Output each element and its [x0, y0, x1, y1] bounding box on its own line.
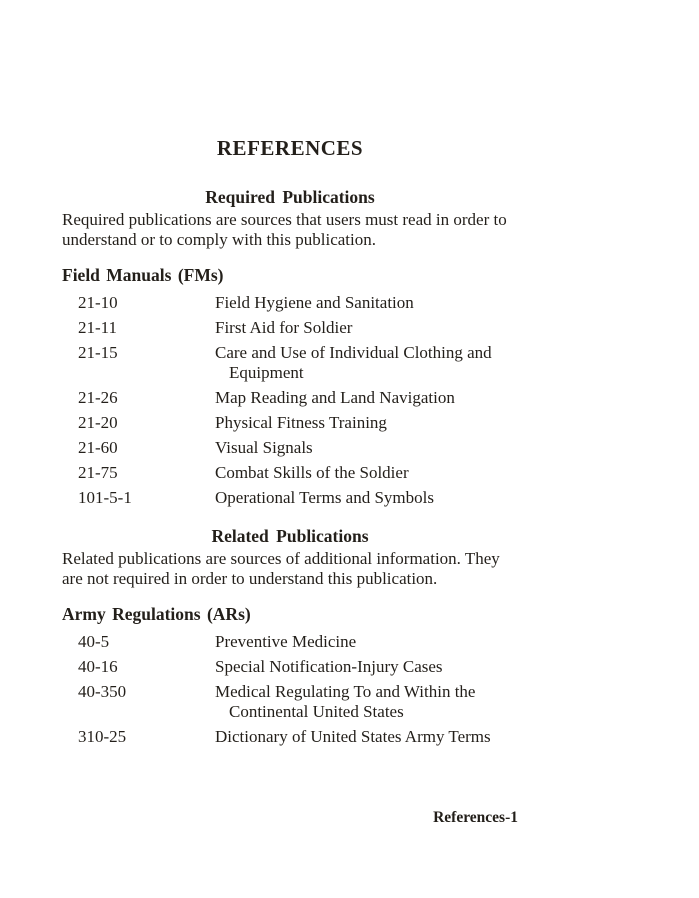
entry-number: 21-15	[78, 343, 118, 362]
field-manuals-heading: Field Manuals (FMs)	[62, 265, 224, 285]
reference-entry	[62, 682, 518, 722]
related-publications-section	[62, 526, 518, 747]
entry-number: 21-10	[78, 293, 118, 312]
entry-number: 101-5-1	[78, 488, 132, 507]
entry-number: 21-11	[78, 318, 118, 337]
reference-entry	[62, 727, 518, 747]
entry-title: Medical Regulating To and Within the Continental United States	[215, 682, 476, 721]
army-regulations-list	[62, 632, 518, 747]
required-publications-section	[62, 187, 518, 508]
reference-entry	[62, 632, 518, 652]
related-publications-intro: Related publications are sources of additional information. They are not required in order to understand this publication.	[62, 549, 500, 588]
entry-number: 40-5	[78, 632, 110, 651]
entry-title: Map Reading and Land Navigation	[215, 388, 455, 407]
reference-entry	[62, 293, 518, 313]
reference-entry	[62, 343, 518, 383]
entry-title: First Aid for Soldier	[215, 318, 353, 337]
related-publications-heading: Related Publications	[211, 526, 369, 546]
reference-entry	[62, 438, 518, 458]
reference-entry	[62, 413, 518, 433]
required-publications-intro: Required publications are sources that users must read in order to understand or to comply with this publication.	[62, 210, 507, 249]
reference-entry	[62, 463, 518, 483]
entry-number: 21-60	[78, 438, 118, 457]
entry-title: Visual Signals	[215, 438, 313, 457]
entry-title: Operational Terms and Symbols	[215, 488, 434, 507]
army-regulations-heading: Army Regulations (ARs)	[62, 604, 251, 624]
entry-title: Combat Skills of the Soldier	[215, 463, 409, 482]
page-title: REFERENCES	[216, 136, 364, 160]
reference-entry	[62, 488, 518, 508]
page-footer: References-1	[433, 809, 518, 826]
entry-number: 40-16	[78, 657, 118, 676]
entry-title: Dictionary of United States Army Terms	[215, 727, 491, 746]
reference-entry	[62, 388, 518, 408]
entry-title: Care and Use of Individual Clothing and Equipment	[215, 343, 492, 382]
reference-entry	[62, 318, 518, 338]
entry-number: 21-26	[78, 388, 118, 407]
entry-number: 40-350	[78, 682, 127, 701]
reference-entry	[62, 657, 518, 677]
entry-number: 310-25	[78, 727, 127, 746]
text-column	[62, 136, 518, 827]
entry-title: Field Hygiene and Sanitation	[215, 293, 414, 312]
entry-title: Physical Fitness Training	[215, 413, 387, 432]
entry-number: 21-75	[78, 463, 118, 482]
entry-title: Special Notification-Injury Cases	[215, 657, 443, 676]
entry-title: Preventive Medicine	[215, 632, 357, 651]
entry-number: 21-20	[78, 413, 118, 432]
required-publications-heading: Required Publications	[205, 187, 375, 207]
field-manuals-list	[62, 293, 518, 508]
